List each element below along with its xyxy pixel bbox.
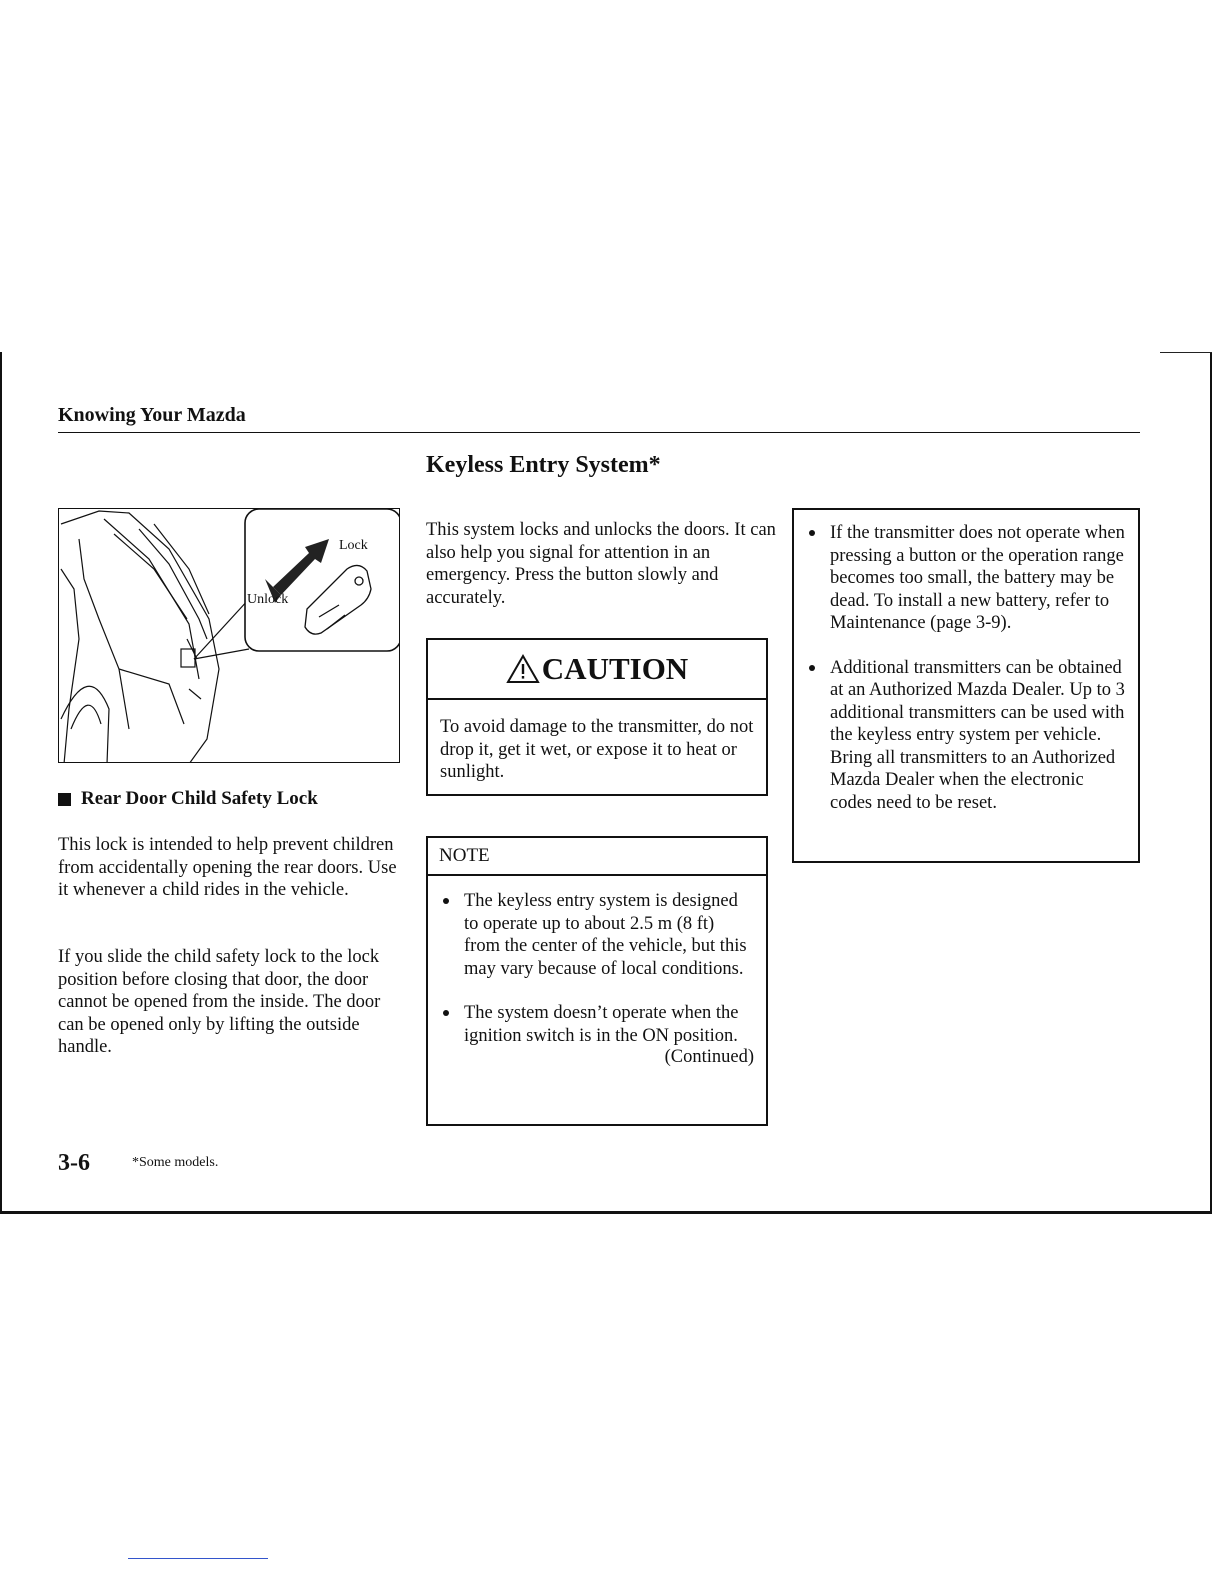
warning-triangle-icon [506, 654, 540, 684]
continued-label: (Continued) [664, 1047, 754, 1067]
lock-label: Lock [339, 538, 368, 553]
page-frame-right [1210, 352, 1212, 1214]
note-item: The keyless entry system is designed to operate up to about 2.5 m (8 ft) from the center of the vehicle, but this may vary because of local conditions. [440, 890, 754, 980]
transmitter-info-item: Additional transmitters can be obtained at an Authorized Mazda Dealer. Up to 3 additional transmitters can be used with the keyless entry system per vehicle. Bring all transmitters to an Authorized Mazda Dealer when the electronic codes need to be reset. [806, 657, 1130, 815]
note-item: The system doesn’t operate when the ignition switch is in the ON position. [440, 1002, 754, 1047]
transmitter-info-box [792, 508, 1140, 863]
child-lock-heading [58, 788, 318, 810]
child-lock-illustration [58, 508, 400, 763]
page-frame-left [0, 352, 2, 1214]
door-drawing [59, 509, 400, 763]
keyless-intro: This system locks and unlocks the doors. It can also help you signal for attention in an emergency. Press the button slowly and accurately. [426, 520, 776, 608]
page-frame-top-stub [1160, 352, 1212, 353]
unlock-label: Unlock [247, 592, 289, 607]
footnote: *Some models. [132, 1155, 219, 1170]
note-header: NOTE [428, 838, 766, 876]
transmitter-info-list [806, 522, 1130, 814]
caution-box [426, 638, 768, 796]
page-number: 3-6 [58, 1150, 90, 1176]
caution-header [428, 640, 766, 700]
bullet-square-icon [58, 793, 71, 806]
transmitter-info-item: If the transmitter does not operate when pressing a button or the operation range becomes too small, the battery may be dead. To install a new battery, refer to Maintenance (page 3-9). [806, 522, 1130, 635]
child-lock-paragraph-2: If you slide the child safety lock to the lock position before closing that door, the door cannot be opened from the inside. The door can be opened only by lifting the outside handle. [58, 947, 381, 1057]
child-lock-paragraph-1: This lock is intended to help prevent children from accidentally opening the rear doors. Use it whenever a child rides in the vehicle. [58, 835, 397, 900]
note-list [440, 890, 754, 1047]
note-box [426, 836, 768, 1126]
running-header: Knowing Your Mazda [58, 404, 246, 426]
bottom-link-line [128, 1558, 268, 1559]
page-frame-bottom [0, 1211, 1212, 1214]
caution-text: To avoid damage to the transmitter, do not drop it, get it wet, or expose it to heat or sunlight. [440, 717, 754, 782]
header-rule [58, 432, 1140, 433]
section-title: Keyless Entry System* [426, 452, 661, 478]
caution-title: CAUTION [541, 651, 689, 686]
child-lock-heading-text: Rear Door Child Safety Lock [81, 788, 318, 809]
